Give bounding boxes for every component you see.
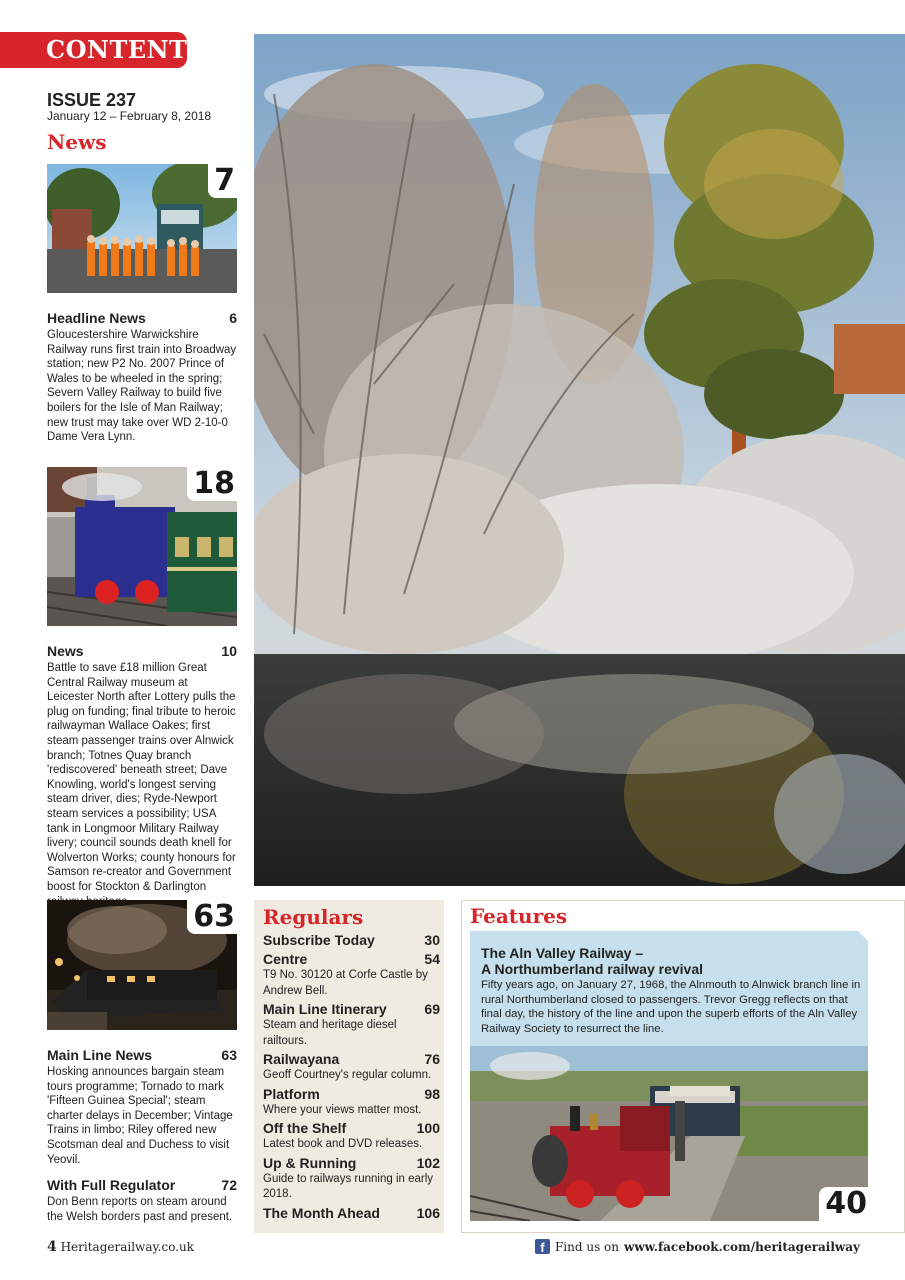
regulars-item[interactable]: [263, 1204, 440, 1222]
entry-page: 10: [221, 643, 237, 659]
page-number-badge: 7: [208, 164, 237, 198]
facebook-url[interactable]: www.facebook.com/heritagerailway: [624, 1239, 860, 1254]
regulars-item[interactable]: [263, 950, 440, 999]
footer-page-number: 4: [47, 1239, 57, 1255]
cover-photo-frosty-river: [254, 34, 905, 886]
feature-headline-line-1: The Aln Valley Railway –: [481, 945, 644, 961]
page-number-badge: 18: [187, 467, 237, 501]
regular-page: 102: [416, 1154, 440, 1171]
entry-description: Don Benn reports on steam around the Welsh borders past and present.: [47, 1196, 233, 1223]
regulars-item[interactable]: [263, 1000, 440, 1049]
entry-title: With Full Regulator: [47, 1177, 176, 1193]
regular-description: Steam and heritage diesel railtours.: [263, 1019, 397, 1047]
feature-photo-red-tank-engine: [470, 1046, 868, 1221]
feature-headline-line-2: A Northumberland railway revival: [481, 960, 703, 977]
regular-description: Guide to railways running in early 2018.: [263, 1172, 434, 1200]
issue-number: ISSUE 237: [47, 90, 137, 110]
entry-title: Main Line News: [47, 1047, 153, 1063]
facebook-icon: f: [535, 1239, 550, 1254]
regular-page: 106: [416, 1204, 440, 1221]
regulars-item[interactable]: [263, 931, 440, 949]
features-panel: [461, 900, 905, 1233]
regular-page: 69: [424, 1001, 440, 1017]
feature-description: Fifty years ago, on January 27, 1968, the Alnmouth to Alnwick branch line in rural Northumberland closed to passengers. Trevor Gregg reflects on that final day, the history of the line and upon the superb efforts of the Aln Valley Railway Society to resurrect the line.: [481, 979, 861, 1035]
regular-title: Off the Shelf: [263, 1120, 347, 1136]
feature-headline: [481, 946, 703, 977]
find-us-label: Find us on: [554, 1239, 619, 1254]
regular-description: T9 No. 30120 at Corfe Castle by Andrew Bell.: [263, 969, 428, 997]
regular-page: 98: [424, 1085, 440, 1102]
entry-description: Battle to save £18 million Great Central Railway museum at Leicester North after Lottery pulls the plug on funding; final tribute to heroic railwayman Wallace Oakes; first steam passenger trains over Alnwick branch; Totnes Quay branch 'rediscovered' beneath street; Dave Knowling, world's longest serving steam driver, dies; Ryde-Newport steam services a possibility; USA tank in Longmoor Military Railway livery; council sounds death knell for Wolverton Works; county honours for Samson re-creator and Government boost for Stockton & Darlington: [47, 662, 236, 893]
regulars-panel: [254, 900, 444, 1233]
news-photo[interactable]: [47, 467, 237, 626]
footer-facebook[interactable]: [535, 1239, 860, 1254]
regular-page: 76: [424, 1051, 440, 1067]
issue-dates: January 12 – February 8, 2018: [47, 109, 212, 123]
entry-title: Headline News: [47, 310, 146, 326]
entry-title: News: [47, 643, 84, 659]
regular-title: The Month Ahead: [263, 1204, 380, 1221]
regulars-heading: Regulars: [263, 905, 364, 929]
regular-page: 54: [424, 951, 440, 967]
regular-description: Where your views matter most.: [263, 1103, 422, 1116]
regular-title: Subscribe Today: [263, 932, 375, 948]
headline-news-photo[interactable]: [47, 164, 237, 293]
regular-title: Railwayana: [263, 1051, 340, 1067]
feature-card-aln-valley[interactable]: [470, 931, 868, 1221]
footer-site[interactable]: Heritagerailway.co.uk: [60, 1240, 195, 1254]
entry-description: Hosking announces bargain steam tours programme; Tornado to mark 'Fifteen Guinea Special'; steam charter delays in December; Vintage Trains in limbo; Riley offered new Scotsman deal and Duchess to visit Yeovil.: [47, 1066, 233, 1166]
news-section-heading: News: [47, 130, 107, 154]
page-number-badge: 63: [187, 900, 237, 934]
regular-page: 100: [416, 1120, 440, 1136]
regular-description: Geoff Courtney's regular column.: [263, 1069, 432, 1081]
regulars-item[interactable]: [263, 1154, 440, 1203]
features-heading: Features: [470, 904, 568, 928]
entry-page: 63: [221, 1047, 237, 1063]
regular-title: Centre: [263, 951, 308, 967]
regulars-item[interactable]: [263, 1050, 440, 1084]
entry-page: 72: [221, 1177, 237, 1193]
contents-banner: CONTENTS: [0, 32, 187, 68]
footer-page-info: [47, 1239, 194, 1255]
main-line-news-photo[interactable]: [47, 900, 237, 1030]
regular-description: Latest book and DVD releases.: [263, 1138, 423, 1150]
regulars-item[interactable]: [263, 1119, 440, 1153]
feature-page-badge: 40: [819, 1187, 869, 1221]
card-corner-notch: [857, 930, 869, 942]
entry-description: Gloucestershire Warwickshire Railway runs first train into Broadway station; new P2 No. 2007 Prince of Wales to be wheeled in the spring; Severn Valley Railway to build five boilers for the Isle of Man Railway; new trust may take over WD 2-10-0 Dame Vera Lynn.: [47, 329, 237, 444]
regulars-item[interactable]: [263, 1085, 440, 1119]
regular-title: Platform: [263, 1085, 320, 1102]
headline-news-entry[interactable]: [47, 309, 237, 445]
regular-title: Main Line Itinerary: [263, 1001, 387, 1017]
regular-page: 30: [424, 932, 440, 948]
main-line-news-entry[interactable]: [47, 1046, 237, 1167]
regular-title: Up & Running: [263, 1154, 357, 1171]
with-full-regulator-entry[interactable]: [47, 1176, 237, 1224]
entry-page: 6: [229, 310, 237, 326]
news-entry[interactable]: [47, 642, 237, 909]
